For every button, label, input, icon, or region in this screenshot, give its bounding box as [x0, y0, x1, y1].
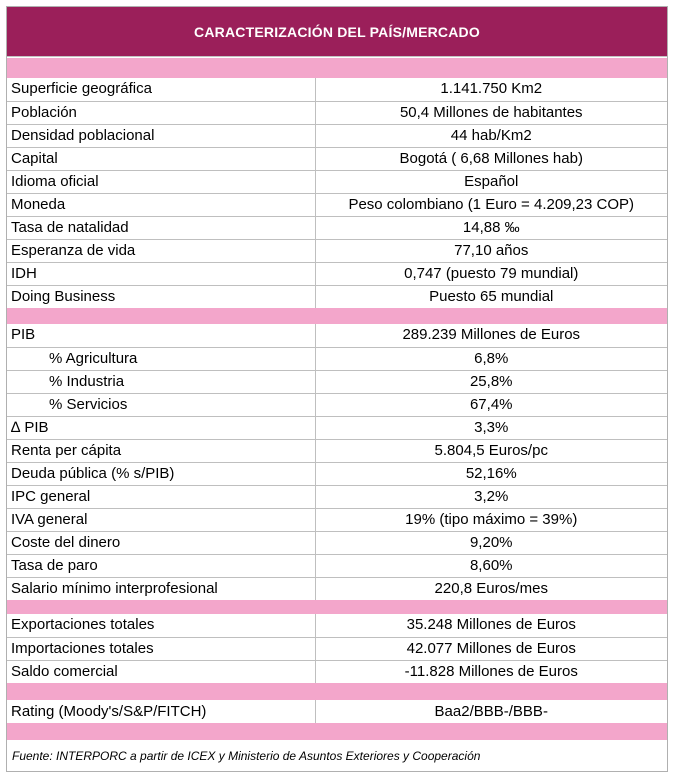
table-row	[7, 531, 667, 554]
row-label: Tasa de natalidad	[7, 216, 315, 239]
row-label: Población	[7, 101, 315, 124]
table-row	[7, 239, 667, 262]
table-row	[7, 370, 667, 393]
row-label: Coste del dinero	[7, 531, 315, 554]
table-row	[7, 700, 667, 723]
table-row	[7, 660, 667, 683]
row-value: 14,88 ‰	[315, 216, 667, 239]
row-value: 44 hab/Km2	[315, 124, 667, 147]
general-data-section	[7, 78, 667, 308]
row-label: Idioma oficial	[7, 170, 315, 193]
row-label: Moneda	[7, 193, 315, 216]
row-value: 8,60%	[315, 554, 667, 577]
row-label: Capital	[7, 147, 315, 170]
row-value: Español	[315, 170, 667, 193]
section-separator	[7, 683, 667, 700]
table-row	[7, 577, 667, 600]
row-value: 3,3%	[315, 416, 667, 439]
table-row	[7, 347, 667, 370]
row-label: % Agricultura	[7, 347, 315, 370]
section-separator	[7, 600, 667, 614]
table-row	[7, 78, 667, 101]
section-separator	[7, 308, 667, 324]
row-value: 42.077 Millones de Euros	[315, 637, 667, 660]
section-separator	[7, 723, 667, 740]
economic-data-section	[7, 324, 667, 600]
row-value: 9,20%	[315, 531, 667, 554]
row-value: 220,8 Euros/mes	[434, 579, 548, 597]
row-label: Importaciones totales	[7, 637, 315, 660]
table-row	[7, 637, 667, 660]
row-value: Bogotá ( 6,68 Millones hab)	[315, 147, 667, 170]
section-separator	[7, 58, 667, 78]
row-value: Baa2/BBB-/BBB-	[434, 702, 548, 720]
table-row	[7, 393, 667, 416]
table-row	[7, 485, 667, 508]
row-label: Salario mínimo interprofesional	[7, 577, 315, 600]
row-value: 77,10 años	[315, 239, 667, 262]
table-row	[7, 462, 667, 485]
table-row	[7, 193, 667, 216]
row-label: IPC general	[7, 485, 315, 508]
row-value: 1.141.750 Km2	[315, 78, 667, 101]
table-row	[7, 124, 667, 147]
table-row	[7, 324, 667, 347]
row-value: 6,8%	[315, 347, 667, 370]
row-value: 50,4 Millones de habitantes	[315, 101, 667, 124]
row-label: Rating (Moody's/S&P/FITCH)	[7, 700, 315, 723]
table-row	[7, 147, 667, 170]
row-label: Saldo comercial	[7, 660, 315, 683]
table-title-band	[7, 7, 667, 57]
row-value: Puesto 65 mundial	[429, 287, 554, 305]
source-note: Fuente: INTERPORC a partir de ICEX y Ministerio de Asuntos Exteriores y Cooperación	[7, 740, 667, 771]
row-value: 52,16%	[315, 462, 667, 485]
row-label: IDH	[7, 262, 315, 285]
table-row	[7, 262, 667, 285]
row-value: 0,747 (puesto 79 mundial)	[315, 262, 667, 285]
table-row	[7, 508, 667, 531]
row-label: Tasa de paro	[7, 554, 315, 577]
row-value: Peso colombiano (1 Euro = 4.209,23 COP)	[315, 193, 667, 216]
row-label: Superficie geográfica	[7, 78, 315, 101]
row-label: Esperanza de vida	[7, 239, 315, 262]
row-value: 3,2%	[315, 485, 667, 508]
row-label: Renta per cápita	[7, 439, 315, 462]
row-value: 67,4%	[315, 393, 667, 416]
characterization-table	[6, 6, 668, 772]
table-row	[7, 416, 667, 439]
row-label: % Industria	[7, 370, 315, 393]
row-label: Densidad poblacional	[7, 124, 315, 147]
row-value: 5.804,5 Euros/pc	[315, 439, 667, 462]
row-label: IVA general	[7, 508, 315, 531]
table-row	[7, 614, 667, 637]
row-label: PIB	[7, 324, 315, 347]
table-row	[7, 216, 667, 239]
row-value: 35.248 Millones de Euros	[315, 614, 667, 637]
row-label: % Servicios	[7, 393, 315, 416]
table-row	[7, 285, 667, 308]
table-title: CARACTERIZACIÓN DEL PAÍS/MERCADO	[194, 23, 480, 40]
row-label: Deuda pública (% s/PIB)	[7, 462, 315, 485]
row-label: Exportaciones totales	[7, 614, 315, 637]
table-row	[7, 554, 667, 577]
table-row	[7, 170, 667, 193]
row-label: Doing Business	[7, 285, 315, 308]
row-value: 19% (tipo máximo = 39%)	[315, 508, 667, 531]
row-label: ∆ PIB	[7, 416, 315, 439]
row-value: 289.239 Millones de Euros	[315, 324, 667, 347]
rating-section	[7, 700, 667, 723]
row-value: -11.828 Millones de Euros	[404, 662, 578, 680]
table-row	[7, 101, 667, 124]
row-value: 25,8%	[315, 370, 667, 393]
table-row	[7, 439, 667, 462]
trade-data-section	[7, 614, 667, 683]
